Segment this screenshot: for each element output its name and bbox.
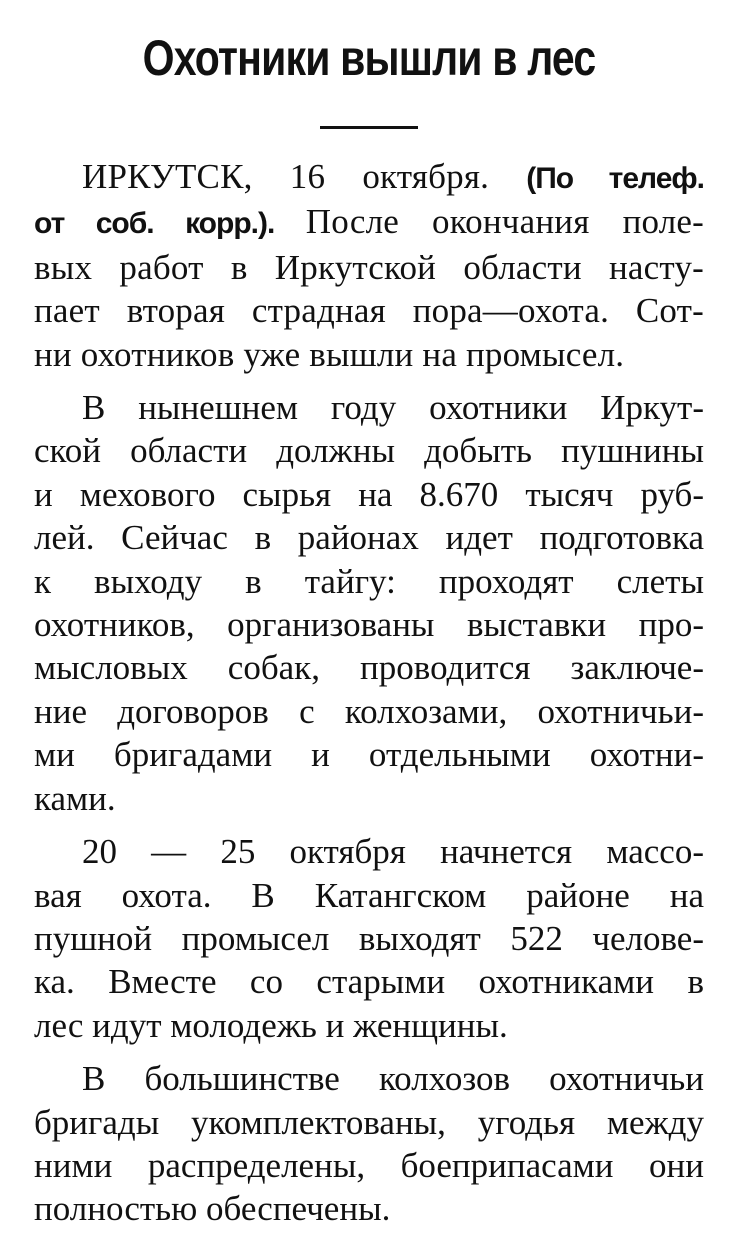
article-line (34, 429, 704, 472)
newspaper-article (34, 28, 704, 1241)
line-text: После окончания поле- (305, 202, 704, 242)
article-line (34, 1004, 704, 1047)
line-text: ИРКУТСК, 16 октября. (82, 157, 527, 196)
line-text: лес идут молодежь и женщины. (34, 1005, 508, 1045)
article-line (34, 473, 704, 516)
article-line (34, 246, 704, 289)
article-line (34, 777, 704, 820)
source-attribution: (По телеф. (526, 162, 704, 195)
line-text: ни охотников уже вышли на промысел. (34, 334, 625, 374)
line-text: к выходу в тайгу: проходят слеты (34, 561, 704, 601)
article-headline: Охотники вышли в лес (142, 30, 596, 86)
line-text: В большинстве колхозов охотничьи (82, 1059, 704, 1099)
article-line (34, 289, 704, 332)
line-text: и мехового сырья на 8.670 тысяч руб- (34, 474, 704, 514)
article-line (34, 155, 704, 200)
source-attribution: от соб. корр.). (34, 207, 306, 241)
article-line (34, 690, 704, 733)
article-line (34, 200, 704, 245)
line-text: ка. Вместе со старыми охотниками в (34, 962, 704, 1002)
line-text: ской области должны добыть пушнины (34, 431, 704, 471)
article-body (34, 155, 704, 1231)
line-text: пушной промысел выходят 522 челове- (34, 918, 704, 958)
article-line (34, 1144, 704, 1187)
article-line (34, 1101, 704, 1144)
line-text: ми бригадами и отдельными охотни- (34, 735, 704, 775)
line-text: вых работ в Иркутской области насту- (34, 247, 704, 287)
article-line (34, 646, 704, 689)
line-text: бригады укомплектованы, угодья между (34, 1102, 704, 1142)
article-line (34, 1057, 704, 1100)
article-line (34, 560, 704, 603)
article-line (34, 917, 704, 960)
article-paragraph (34, 386, 704, 820)
line-text: ние договоров с колхозами, охотничьи- (34, 691, 704, 731)
line-text: В нынешнем году охотники Иркут- (82, 388, 704, 428)
article-line (34, 830, 704, 873)
line-text: вая охота. В Катангском районе на (34, 875, 704, 915)
line-text: пает вторая страдная пора—охота. Сот- (34, 291, 704, 331)
line-text: ними распределены, боеприпасами они (34, 1145, 704, 1185)
line-text: охотников, организованы выставки про- (34, 605, 704, 645)
article-paragraph (34, 155, 704, 376)
article-line (34, 733, 704, 776)
line-text: 20 — 25 октября начнется массо- (82, 832, 704, 872)
article-line (34, 960, 704, 1003)
headline-divider (320, 126, 418, 129)
article-line (34, 1187, 704, 1230)
line-text: полностью обеспечены. (34, 1189, 391, 1229)
article-line (34, 603, 704, 646)
line-text: лей. Сейчас в районах идет подготовка (34, 518, 704, 558)
line-text: ками. (34, 778, 116, 818)
article-line (34, 386, 704, 429)
article-line (34, 516, 704, 559)
line-text: мысловых собак, проводится заключе- (34, 648, 704, 688)
article-paragraph (34, 1057, 704, 1231)
article-line (34, 333, 704, 376)
article-line (34, 874, 704, 917)
article-paragraph (34, 830, 704, 1047)
